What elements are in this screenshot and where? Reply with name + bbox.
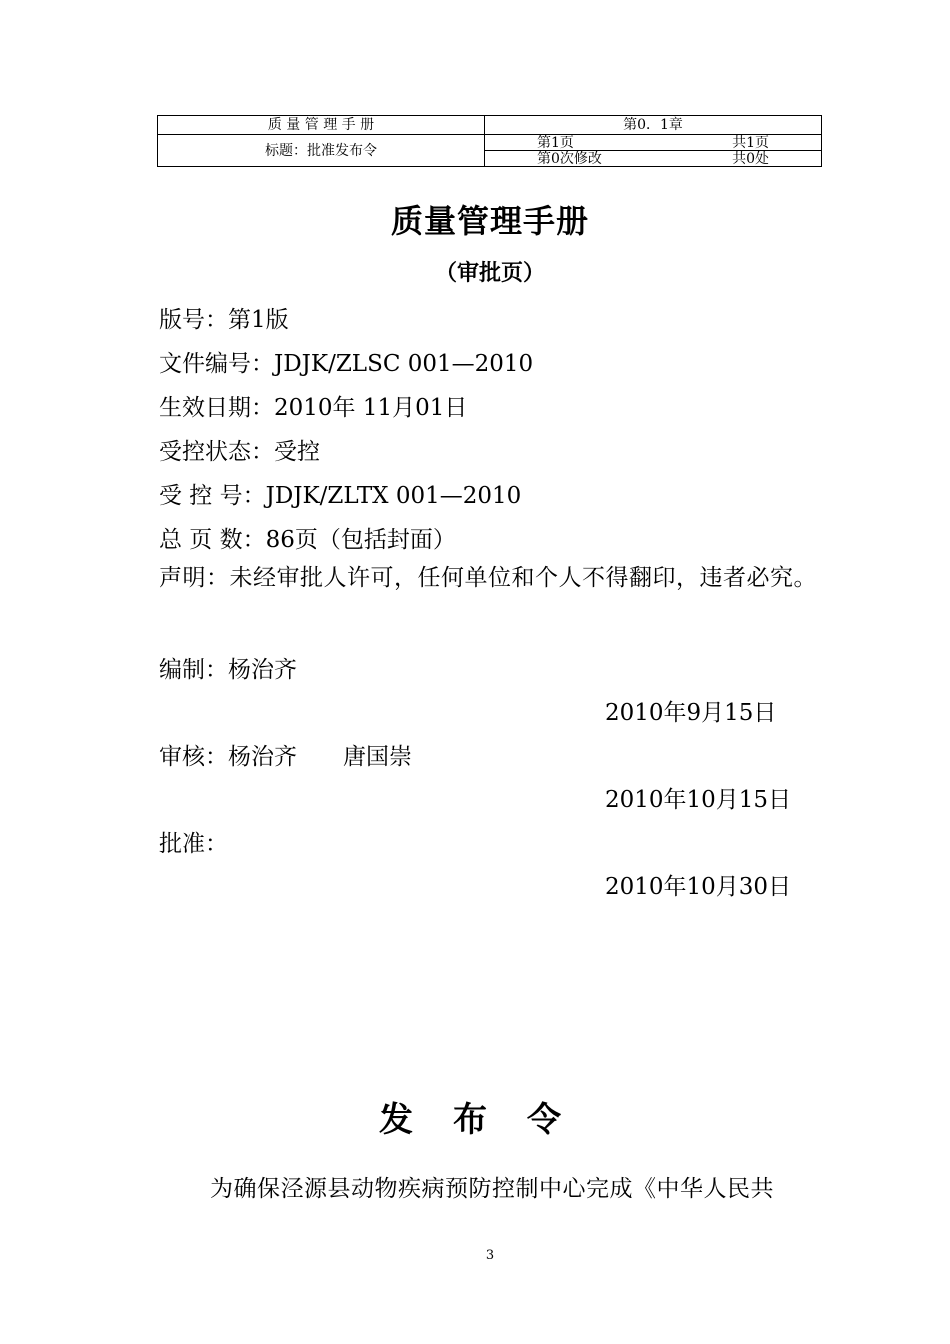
reviewed-date: 2010年10月15日	[605, 787, 792, 813]
release-order-title: 发布令	[379, 1100, 601, 1140]
version-line: 版号：第1版	[159, 307, 289, 333]
control-status-line: 受控状态：受控	[159, 439, 320, 465]
revision-info-cell	[485, 151, 822, 167]
compiled-date: 2010年9月15日	[605, 700, 777, 726]
manual-name-cell: 质 量 管 理 手 册	[158, 116, 485, 135]
reviewed-by-line: 审核：杨治齐 唐国崇	[159, 744, 412, 770]
title-label-cell: 标题：批准发布令	[158, 135, 485, 167]
approved-date: 2010年10月30日	[605, 874, 792, 900]
document-header-table	[157, 115, 822, 167]
revision-total: 共0处	[732, 150, 769, 167]
effective-date-line: 生效日期：2010年 11月01日	[159, 395, 468, 421]
total-pages-line: 总 页 数：86页（包括封面）	[159, 527, 456, 553]
page-number: 3	[485, 1248, 495, 1263]
approved-by-line: 批准：	[159, 831, 228, 857]
document-number-line: 文件编号：JDJK/ZLSC 001—2010	[159, 351, 534, 377]
compiled-by-line: 编制：杨治齐	[159, 657, 297, 683]
chapter-cell: 第0．1章	[485, 116, 822, 135]
manual-title: 质量管理手册	[390, 202, 589, 240]
release-intro-text: 为确保泾源县动物疾病预防控制中心完成《中华人民共	[210, 1176, 774, 1202]
control-number-line: 受 控 号：JDJK/ZLTX 001—2010	[159, 483, 522, 509]
approval-page-subtitle: （审批页）	[434, 260, 545, 286]
page-total: 共1页	[732, 134, 769, 151]
revision-info: 第0次修改	[537, 150, 602, 167]
page-info: 第1页	[537, 134, 574, 151]
statement-paragraph: 声明：未经审批人许可，任何单位和个人不得翻印，违者必究。	[159, 565, 817, 591]
page-info-cell	[485, 135, 822, 151]
